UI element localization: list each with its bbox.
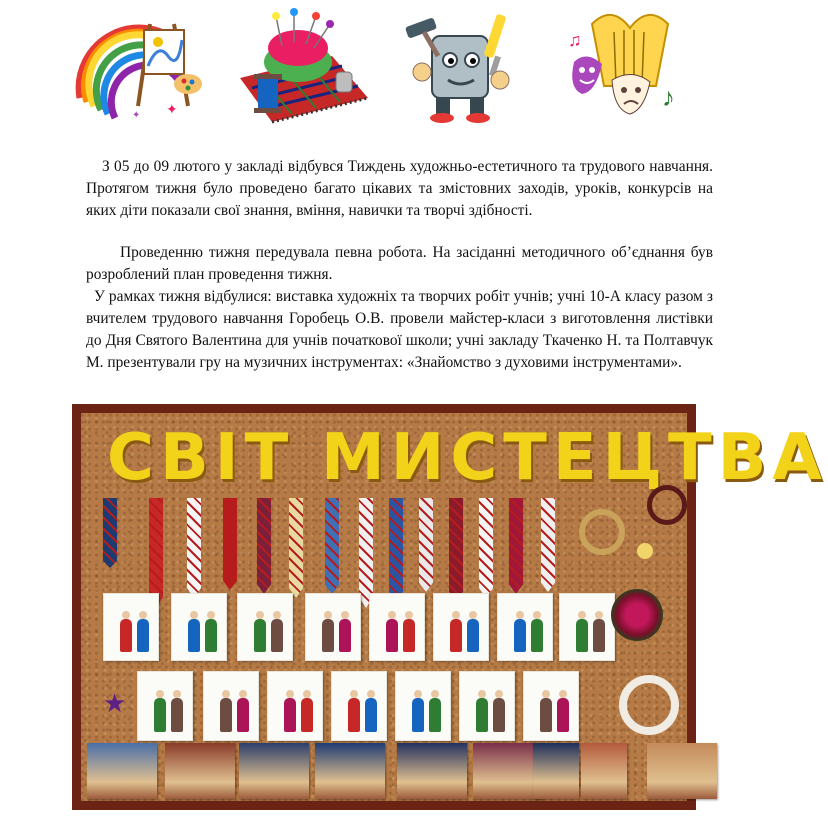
svg-text:✦: ✦	[166, 103, 178, 118]
costume-card	[331, 671, 387, 741]
costume-figure	[365, 698, 377, 732]
performance-photo	[87, 743, 157, 799]
costume-figure	[403, 619, 415, 652]
costume-figure-head	[367, 690, 375, 698]
costume-figure-head	[414, 690, 422, 698]
board-title	[107, 421, 828, 495]
performance-photo	[533, 743, 579, 799]
costume-figure-head	[405, 611, 413, 619]
costume-figure	[220, 698, 232, 732]
costume-figure	[576, 619, 588, 652]
costume-card	[523, 671, 579, 741]
embroidered-tie	[187, 498, 201, 598]
costume-figure	[254, 619, 266, 652]
costume-figure	[322, 619, 334, 652]
costume-figure-head	[431, 690, 439, 698]
embroidered-tie	[223, 498, 237, 590]
purple-star-decoration: ★	[103, 689, 127, 718]
costume-figure	[557, 698, 569, 732]
costume-figure-head	[139, 611, 147, 619]
paragraph-week-summary: З 05 до 09 лютого у закладі відбувся Тиждень художньо-естетичного та трудового навчання. Протягом тижня було проведено багато цікавих та змістовних заходів, уроків, конкурсів на яких діти показали свої знання, вміння, навички та творчі здібності.	[86, 158, 713, 219]
red-flower-bouquet-decoration	[611, 589, 663, 641]
paragraph-preparation: Проведенню тижня передувала певна робота. На засіданні методичного об’єднання був розроблений план проведення тижня.	[86, 244, 713, 283]
costume-figure	[339, 619, 351, 652]
costume-figure	[531, 619, 543, 652]
music-lyre-icon	[552, 6, 692, 124]
labor-tools-icon	[392, 6, 532, 124]
costume-figure-head	[122, 611, 130, 619]
costume-card	[171, 593, 227, 661]
costume-figure-head	[478, 690, 486, 698]
costume-figure	[412, 698, 424, 732]
costume-figure-head	[495, 690, 503, 698]
embroidered-tie	[289, 498, 303, 598]
white-flower-wreath-decoration	[619, 675, 679, 735]
performance-photo	[647, 743, 717, 799]
costume-card	[459, 671, 515, 741]
costume-figure	[237, 698, 249, 732]
costume-figure-head	[559, 690, 567, 698]
performance-photo	[239, 743, 309, 799]
costume-figure	[429, 698, 441, 732]
costume-figure-head	[239, 690, 247, 698]
costume-card	[267, 671, 323, 741]
costume-figure-head	[256, 611, 264, 619]
costume-figure-head	[533, 611, 541, 619]
costume-card	[305, 593, 361, 661]
costume-card	[395, 671, 451, 741]
embroidered-tie	[103, 498, 117, 568]
costume-card	[103, 593, 159, 661]
flower-wreath-decoration	[647, 485, 687, 525]
paragraph-activities: У рамках тижня відбулися: виставка художніх та творчих робіт учнів; учні 10-А класу разом з вчителем трудового навчання Горобець О.В. провели майстер-класи з виготовлення листівки до Дня Святого Валентина для учнів початкової школи; учні закладу Ткаченко Н. та Полтавчук М. презентували гру на музичних інструментах: «Знайомство з духовими інструментами».	[86, 288, 713, 371]
svg-text:♫: ♫	[568, 30, 582, 50]
costume-figure-head	[341, 611, 349, 619]
costume-figure-head	[350, 690, 358, 698]
costume-figure	[348, 698, 360, 732]
costume-figure	[476, 698, 488, 732]
art-palette-icon	[72, 6, 212, 124]
costume-figure	[493, 698, 505, 732]
costume-figure-head	[516, 611, 524, 619]
svg-text:✦: ✦	[132, 110, 141, 121]
costume-figure-head	[190, 611, 198, 619]
straw-wreath-decoration	[579, 509, 625, 555]
costume-figure-head	[324, 611, 332, 619]
costume-figure-head	[222, 690, 230, 698]
costume-figure-head	[388, 611, 396, 619]
embroidered-tie	[359, 498, 373, 608]
costume-figure	[450, 619, 462, 652]
costume-figure	[301, 698, 313, 732]
costume-figure-head	[303, 690, 311, 698]
embroidered-tie	[479, 498, 493, 598]
exhibition-photo	[72, 404, 828, 810]
performance-photo	[315, 743, 385, 799]
embroidered-tie	[541, 498, 555, 592]
costume-card	[433, 593, 489, 661]
costume-card	[237, 593, 293, 661]
costume-figure	[120, 619, 132, 652]
costume-card	[203, 671, 259, 741]
embroidered-tie	[325, 498, 339, 594]
costume-figure	[514, 619, 526, 652]
sewing-pincushion-icon	[232, 6, 372, 124]
cork-board	[81, 413, 828, 801]
board-title-word1: СВІТ	[107, 421, 295, 495]
embroidered-tie	[419, 498, 433, 592]
embroidered-tie	[149, 498, 163, 608]
costume-figure-head	[273, 611, 281, 619]
costume-figure	[386, 619, 398, 652]
costume-figure-head	[542, 690, 550, 698]
performance-photo	[397, 743, 467, 799]
costume-figure-head	[156, 690, 164, 698]
performance-photo	[165, 743, 235, 799]
costume-figure-head	[469, 611, 477, 619]
svg-text:♪: ♪	[662, 83, 675, 112]
board-title-word2: МИСТЕЦТВА	[321, 421, 828, 495]
costume-figure	[467, 619, 479, 652]
costume-figure	[188, 619, 200, 652]
costume-figure	[205, 619, 217, 652]
embroidered-tie	[509, 498, 523, 594]
costume-figure-head	[595, 611, 603, 619]
costume-figure-head	[173, 690, 181, 698]
costume-figure-head	[207, 611, 215, 619]
costume-figure-head	[452, 611, 460, 619]
costume-figure	[154, 698, 166, 732]
costume-card	[369, 593, 425, 661]
costume-figure	[284, 698, 296, 732]
costume-figure	[271, 619, 283, 652]
costume-figure-head	[286, 690, 294, 698]
costume-card	[137, 671, 193, 741]
performance-photo	[581, 743, 627, 799]
costume-figure	[171, 698, 183, 732]
costume-figure-head	[578, 611, 586, 619]
costume-figure	[540, 698, 552, 732]
embroidered-tie	[389, 498, 403, 602]
costume-figure	[593, 619, 605, 652]
embroidered-tie	[449, 498, 463, 602]
costume-card	[497, 593, 553, 661]
costume-figure	[137, 619, 149, 652]
costume-card	[559, 593, 615, 661]
embroidered-tie	[257, 498, 271, 594]
yellow-flower-decoration	[637, 543, 653, 559]
